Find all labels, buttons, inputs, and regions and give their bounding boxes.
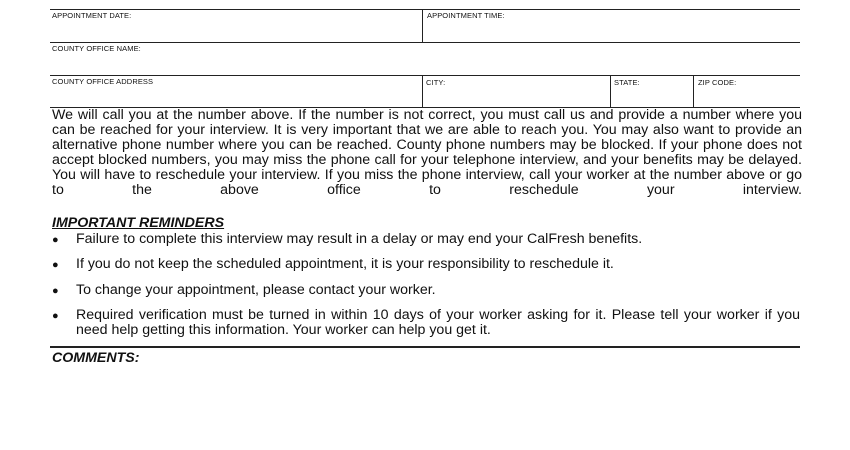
- bullet-icon: ●: [52, 285, 59, 297]
- city-state-divider: [610, 75, 611, 107]
- state-label: STATE:: [614, 78, 640, 87]
- comments-field[interactable]: [52, 368, 804, 447]
- county-office-address-field[interactable]: [52, 84, 422, 108]
- comments-rule: [50, 346, 800, 348]
- bullet-icon: ●: [52, 259, 59, 271]
- top-rule: [50, 9, 800, 10]
- appointment-time-field[interactable]: [426, 18, 802, 42]
- address-rule: [50, 75, 800, 76]
- county-office-address-label: COUNTY OFFICE ADDRESS: [52, 77, 154, 86]
- bullet-icon: ●: [52, 234, 59, 246]
- phone-interview-notice: We will call you at the number above. If the number is not correct, you must call us and provide a number where you can be reached for your interview. It is very important that we are able to reach you. You may also want to provide an alternative phone number where you can be reached. County phone numbers may be blocked. If your phone does not accept blocked numbers, you may miss the phone call for your telephone interview, and your benefits may be delayed. You will have to reschedule your interview. If you miss the phone interview, call your worker at the number above or go to the above office to reschedule your interview.: [52, 107, 802, 198]
- appointment-time-label: APPOINTMENT TIME:: [427, 11, 505, 20]
- appointment-date-field[interactable]: [52, 18, 422, 42]
- reminder-item: Failure to complete this interview may result in a delay or may end your CalFresh benefits.: [76, 231, 643, 247]
- address-city-divider: [422, 75, 423, 107]
- reminder-item: If you do not keep the scheduled appointment, it is your responsibility to reschedule it.: [76, 256, 614, 272]
- reminder-item: To change your appointment, please contact your worker.: [76, 282, 436, 298]
- county-office-name-field[interactable]: [52, 51, 800, 75]
- office-name-rule: [50, 42, 800, 43]
- reminder-item: Required verification must be turned in within 10 days of your worker asking for it. Please tell your worker if you need help getting this information. Your worker can help you get it.: [76, 307, 800, 338]
- zip-code-label: ZIP CODE:: [698, 78, 737, 87]
- city-field[interactable]: [426, 84, 610, 108]
- state-zip-divider: [693, 75, 694, 107]
- important-reminders-heading: IMPORTANT REMINDERS: [52, 215, 225, 231]
- bullet-icon: ●: [52, 310, 59, 322]
- county-office-name-label: COUNTY OFFICE NAME:: [52, 44, 141, 53]
- zip-code-field[interactable]: [698, 84, 802, 108]
- comments-label: COMMENTS:: [52, 350, 140, 366]
- date-time-divider: [422, 9, 423, 42]
- appointment-date-label: APPOINTMENT DATE:: [52, 11, 132, 20]
- city-label: CITY:: [426, 78, 446, 87]
- state-field[interactable]: [614, 84, 693, 108]
